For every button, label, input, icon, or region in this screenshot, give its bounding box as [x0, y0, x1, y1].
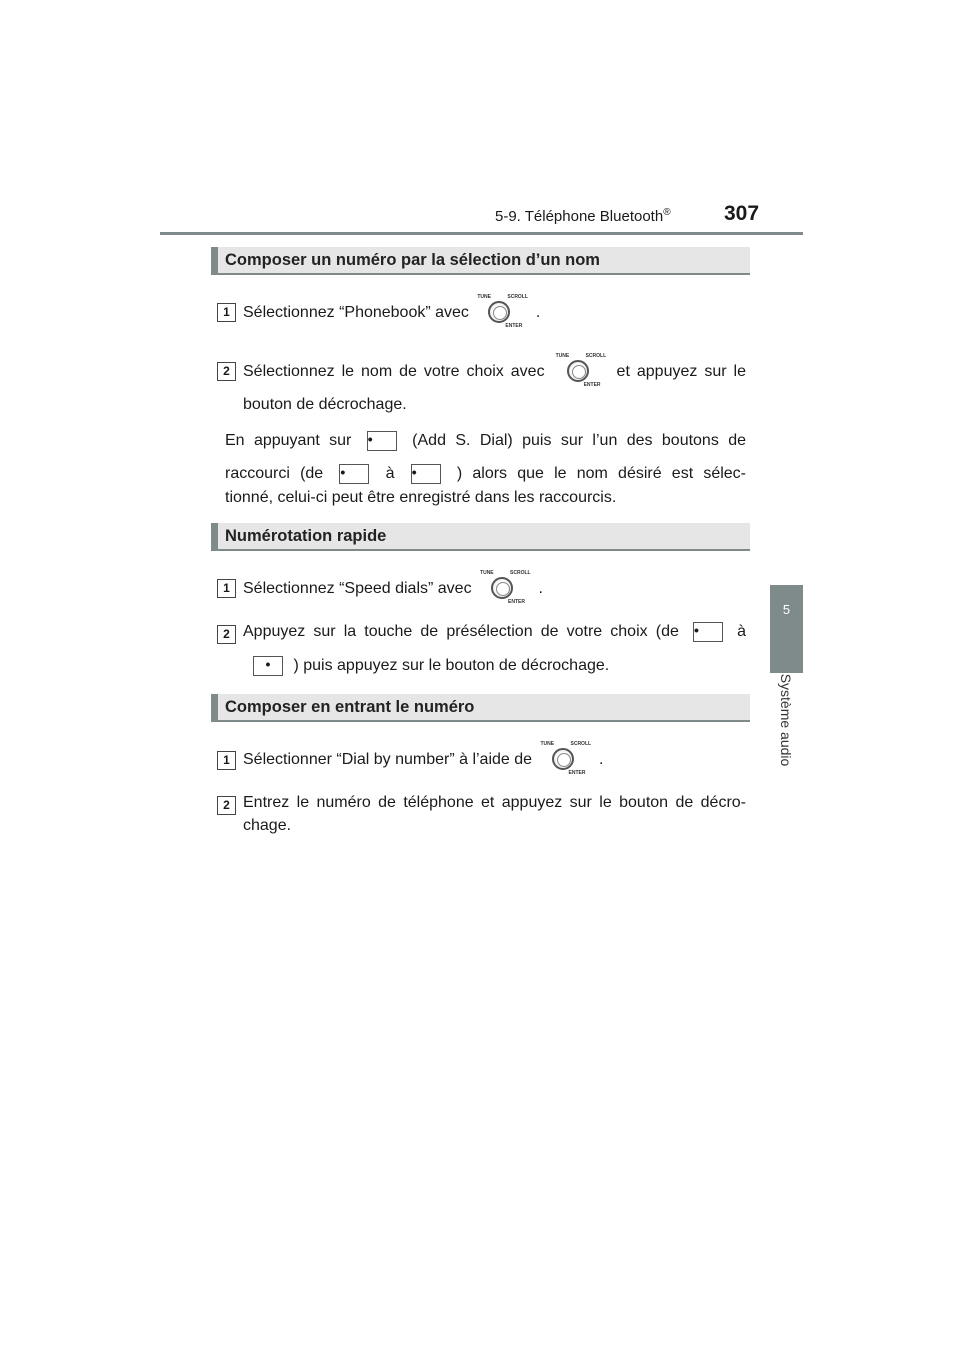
note-text-part: à	[385, 465, 395, 483]
note-text-part: (Add S. Dial) puis sur l’un des boutons de	[412, 432, 747, 450]
step-text-pre: Sélectionnez “Speed dials” avec	[243, 580, 472, 598]
dial-knob	[491, 577, 513, 599]
preset-key-icon: •	[339, 464, 369, 484]
running-header	[495, 207, 671, 225]
dial-label-scroll: SCROLL	[570, 741, 592, 747]
step-text-continued: chage.	[243, 817, 292, 834]
step-badge: 2	[217, 362, 236, 381]
dial-label-enter: ENTER	[508, 599, 525, 605]
dial-label-enter: ENTER	[568, 770, 586, 776]
dial-label-scroll: SCROLL	[510, 570, 531, 576]
step-text-post: .	[535, 304, 541, 322]
step-badge: 1	[217, 579, 236, 598]
section-heading: Composer en entrant le numéro	[211, 694, 750, 720]
preset-key-icon: •	[253, 656, 283, 676]
note-text-part: raccourci (de	[225, 465, 324, 483]
step-text-pre: Appuyez sur la touche de présélection de votre choix (de	[243, 623, 679, 641]
dial-label-enter: ENTER	[505, 323, 523, 329]
chapter-label: Système audio	[778, 673, 794, 767]
section-heading: Composer un numéro par la sélection d’un nom	[211, 247, 750, 273]
step-text-continued: bouton de décrochage.	[243, 396, 407, 413]
header-rule	[160, 232, 803, 235]
step-text	[243, 296, 540, 330]
note-text: tionné, celui-ci peut être enregistré dans les raccourcis.	[225, 489, 617, 506]
step-badge: 1	[217, 303, 236, 322]
preset-key-icon: •	[367, 431, 397, 451]
step-text	[243, 743, 603, 777]
step-text	[243, 622, 746, 642]
tune-scroll-dial-icon	[476, 572, 534, 606]
step-text-pre: Sélectionner “Dial by number” à l’aide de	[243, 751, 533, 769]
dial-label-tune: TUNE	[540, 741, 555, 747]
dial-label-scroll: SCROLL	[585, 353, 607, 359]
note-text	[225, 464, 746, 484]
preset-key-icon: •	[411, 464, 441, 484]
dial-label-enter: ENTER	[583, 382, 601, 388]
step-text-pre: Sélectionnez “Phonebook” avec	[243, 304, 469, 322]
dial-label-tune: TUNE	[477, 294, 491, 300]
step-badge: 2	[217, 796, 236, 815]
preset-key-icon: •	[693, 622, 723, 642]
step-text	[243, 355, 746, 389]
step-badge: 1	[217, 751, 236, 770]
step-text-continued	[243, 656, 609, 676]
note-text-part: ) alors que le nom désiré est sélec-	[456, 465, 747, 483]
step-text-pre: Sélectionnez le nom de votre choix avec	[243, 363, 545, 381]
step-text-post: et appuyez sur le	[616, 363, 746, 381]
tune-scroll-dial-icon	[552, 355, 610, 389]
chapter-tab: 5	[770, 585, 803, 673]
step-text-post: .	[598, 751, 604, 769]
step-text: Entrez le numéro de téléphone et appuyez sur le bouton de décro-	[243, 794, 746, 811]
dial-knob	[567, 360, 589, 382]
tune-scroll-dial-icon	[473, 296, 531, 330]
page-number: 307	[724, 202, 760, 225]
step-text-post: .	[538, 580, 543, 598]
dial-label-tune: TUNE	[480, 570, 494, 576]
dial-label-scroll: SCROLL	[507, 294, 528, 300]
step-badge: 2	[217, 625, 236, 644]
section-title: 5-9. Téléphone Bluetooth	[495, 208, 664, 225]
step-text-post: ) puis appuyez sur le bouton de décrochage.	[293, 657, 610, 675]
step-text-post: à	[737, 623, 746, 641]
registered-mark: ®	[663, 207, 671, 218]
section-heading: Numérotation rapide	[211, 523, 750, 549]
tune-scroll-dial-icon	[537, 743, 595, 777]
dial-knob	[488, 301, 510, 323]
note-text-part: En appuyant sur	[225, 432, 352, 450]
dial-knob	[552, 748, 574, 770]
step-text	[243, 572, 543, 606]
dial-label-tune: TUNE	[555, 353, 570, 359]
note-text	[225, 431, 746, 451]
